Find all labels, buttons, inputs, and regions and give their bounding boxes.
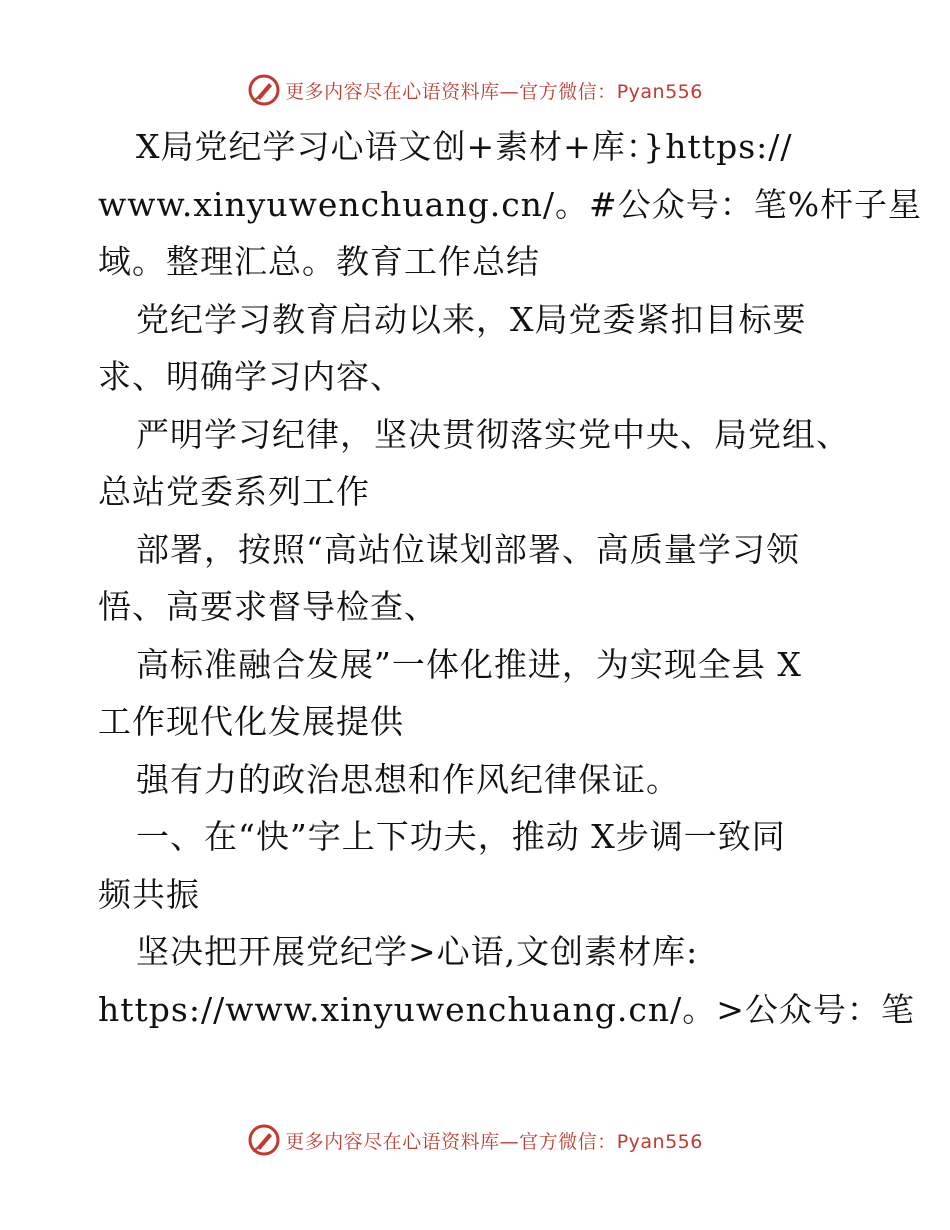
banner-text: 更多内容尽在心语资料库—官方微信：Pyan556: [285, 1130, 703, 1153]
header-banner: [0, 70, 950, 110]
document-body: [98, 118, 923, 1038]
text-line: 总站党委系列工作: [98, 472, 370, 511]
text-line: 悟、高要求督导检查、: [98, 587, 438, 626]
text-line: 强有力的政治思想和作风纪律保证。: [136, 759, 680, 799]
footer-banner: [0, 1120, 950, 1160]
text-line: X局党纪学习心语文创+素材+库：}https://: [136, 127, 793, 166]
text-line: www.xinyuwenchuang.cn/。#公众号：笔%杆子星: [98, 184, 923, 224]
text-line: 坚决把开展党纪学>心语,文创素材库:: [136, 932, 699, 971]
banner-text: 更多内容尽在心语资料库—官方微信：Pyan556: [285, 80, 703, 103]
text-line: 高标准融合发展”一体化推进，为实现全县 X: [136, 644, 802, 684]
section-heading: 一、在“快”字上下功夫，推动 X步调一致同: [136, 817, 786, 856]
pen-logo-icon: [247, 1123, 281, 1157]
text-line: 求、明确学习内容、: [98, 357, 404, 396]
text-line: 部署，按照“高站位谋划部署、高质量学习领: [136, 529, 800, 569]
text-line: 域。整理汇总。教育工作总结: [98, 242, 540, 281]
text-line: 严明学习纪律，坚决贯彻落实党中央、局党组、: [136, 414, 850, 454]
text-line: 频共振: [98, 874, 200, 914]
text-line: 党纪学习教育启动以来，X局党委紧扣目标要: [136, 299, 807, 339]
pen-logo-icon: [247, 73, 281, 107]
text-line: 工作现代化发展提供: [98, 702, 404, 741]
text-line: https://www.xinyuwenchuang.cn/。>公众号：笔: [98, 989, 915, 1029]
